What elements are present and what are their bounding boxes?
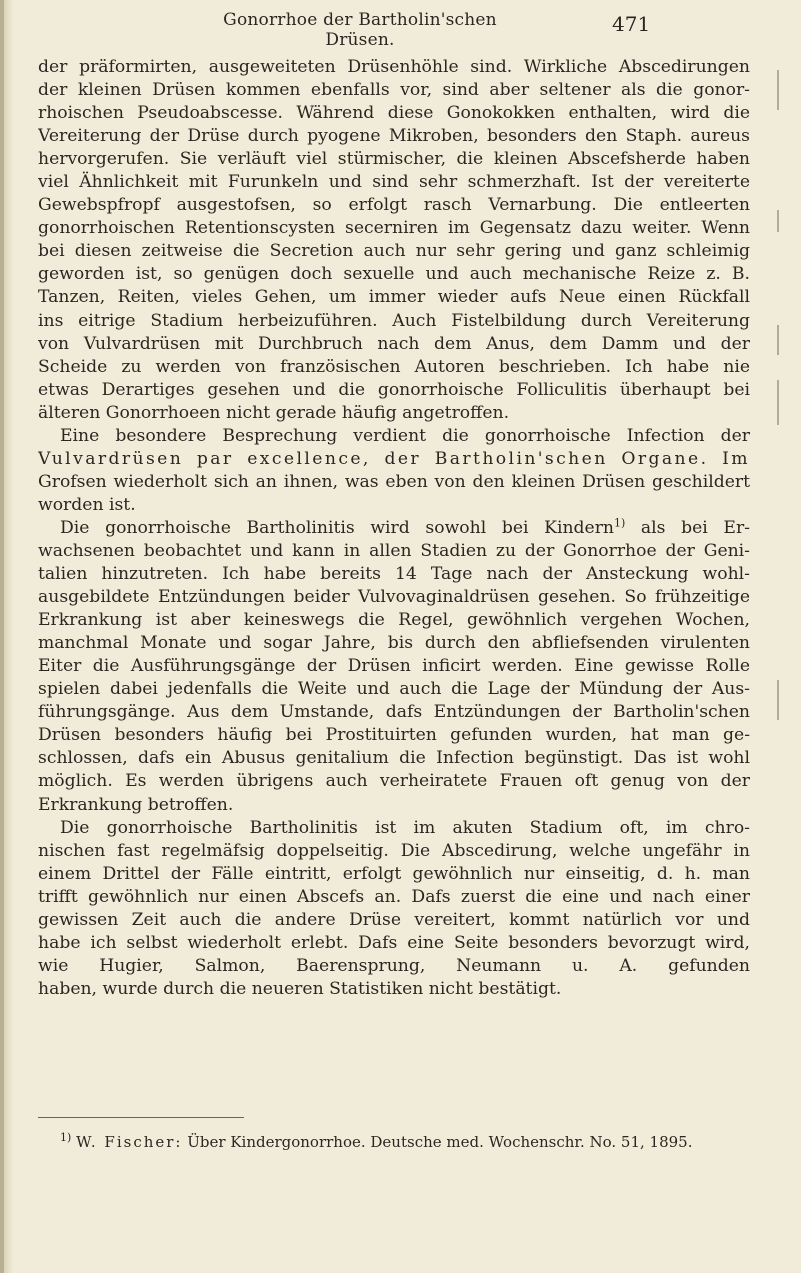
text-line: spielen dabei jedenfalls die Weite und auch die Lage der Mündung der Aus- [38, 679, 750, 700]
text-line: etwas Derartiges gesehen und die gonorrhoische Folliculitis überhaupt bei [38, 379, 750, 400]
text-segment: als bei Er- [625, 517, 750, 538]
text-line: trifft gewöhnlich nur einen Abscefs an. Dafs zuerst die eine und nach einer [38, 886, 750, 907]
text-line: Erkrankung ist aber keineswegs die Regel, gewöhnlich vergehen Wochen, [38, 610, 750, 631]
text-line: Tanzen, Reiten, vieles Gehen, um immer wieder aufs Neue einen Rückfall [38, 287, 750, 308]
text-line: Die gonorrhoische Bartholinitis ist im akuten Stadium oft, im chro- [60, 817, 750, 838]
text-line: älteren Gonorrhoeen nicht gerade häufig angetroffen. [38, 402, 510, 423]
text-line: wie Hugier, Salmon, Baerensprung, Neumann u. A. gefunden [38, 955, 750, 976]
text-line: geworden ist, so genügen doch sexuelle und auch mechanische Reize z. B. [38, 264, 750, 285]
page-edge [0, 0, 4, 1273]
text-line: habe ich selbst wiederholt erlebt. Dafs eine Seite besonders bevorzugt wird, [38, 932, 750, 953]
text-line: worden ist. [38, 494, 136, 515]
text-line: ins eitrige Stadium herbeizuführen. Auch Fistelbildung durch Vereiterung [38, 310, 750, 331]
text-line: Erkrankung betroffen. [38, 794, 234, 815]
text-line: Vereiterung der Drüse durch pyogene Mikroben, besonders den Staph. aureus [38, 126, 750, 147]
text-line: gonorrhoischen Retentionscysten secerniren im Gegensatz dazu weiter. Wenn [38, 218, 750, 239]
text-line: Grofsen wiederholt sich an ihnen, was eben von den kleinen Drüsen geschildert [38, 471, 750, 492]
text-line: Drüsen besonders häufig bei Prostituirten gefunden wurden, hat man ge- [38, 725, 750, 746]
page-number: 471 [612, 12, 651, 36]
text-line: möglich. Es werden übrigens auch verheiratete Frauen oft genug von der [38, 771, 750, 792]
text-line: viel Ähnlichkeit mit Furunkeln und sind sehr schmerzhaft. Ist der vereiterte [38, 172, 750, 193]
footnote-mark: 1) [60, 1131, 72, 1144]
text-line: schlossen, dafs ein Abusus genitalium die Infection begünstigt. Das ist wohl [38, 748, 750, 769]
text-line: nischen fast regelmäfsig doppelseitig. Die Abscedirung, welche ungefähr in [38, 840, 750, 861]
text-line: von Vulvardrüsen mit Durchbruch nach dem Anus, dem Damm und der [38, 333, 750, 354]
text-segment: Die gonorrhoische Bartholinitis wird sowohl bei Kindern [60, 517, 614, 538]
text-line: Scheide zu werden von französischen Autoren beschrieben. Ich habe nie [38, 356, 750, 377]
text-line: talien hinzutreten. Ich habe bereits 14 Tage nach der Ansteckung wohl- [38, 564, 750, 585]
footnote-author: W. Fischer: [76, 1133, 183, 1151]
text-line: bei diesen zeitweise die Secretion auch nur sehr gering und ganz schleimig [38, 241, 750, 262]
text-line: wachsenen beobachtet und kann in allen Stadien zu der Gonorrhoe der Geni- [38, 540, 750, 561]
footnote-text: Über Kindergonorrhoe. Deutsche med. Wochenschr. No. 51, 1895. [187, 1133, 693, 1151]
text-line: der präformirten, ausgeweiteten Drüsenhöhle sind. Wirkliche Abscedirungen [38, 57, 750, 77]
text-line: hervorgerufen. Sie verläuft viel stürmischer, die kleinen Abscefsherde haben [38, 149, 750, 170]
text-line: manchmal Monate und sogar Jahre, bis durch den abfliefsenden virulenten [38, 633, 750, 654]
text-line: Eine besondere Besprechung verdient die gonorrhoische Infection der [60, 425, 750, 446]
text-line: Vulvardrüsen par excellence, der Bartholin'schen Organe. Im [38, 448, 750, 469]
running-head: Gonorrhoe der Bartholin'schen Drüsen. [223, 10, 497, 50]
text-line: haben, wurde durch die neueren Statistiken nicht bestätigt. [38, 978, 562, 999]
text-line: führungsgänge. Aus dem Umstande, dafs Entzündungen der Bartholin'schen [38, 702, 750, 723]
footnote [60, 1131, 750, 1151]
text-line: der kleinen Drüsen kommen ebenfalls vor, sind aber seltener als die gonor- [38, 80, 750, 101]
text-line: ausgebildete Entzündungen beider Vulvovaginaldrüsen gesehen. So frühzeitige [38, 587, 750, 608]
text-line: gewissen Zeit auch die andere Drüse vereitert, kommt natürlich vor und [38, 909, 750, 930]
text-line: Gewebspfropf ausgestofsen, so erfolgt rasch Vernarbung. Die entleerten [38, 195, 750, 216]
text-line: einem Drittel der Fälle eintritt, erfolgt gewöhnlich nur einseitig, d. h. man [38, 863, 750, 884]
page-header [0, 6, 801, 50]
footnote-rule [38, 1117, 244, 1118]
margin-pencil-marks [777, 60, 787, 760]
text-line-with-footnote [38, 517, 750, 540]
footnote-reference: 1) [614, 516, 626, 530]
text-line: Eiter die Ausführungsgänge der Drüsen inficirt werden. Eine gewisse Rolle [38, 656, 750, 677]
body-text [38, 56, 750, 1001]
text-line: rhoischen Pseudoabscesse. Während diese Gonokokken enthalten, wird die [38, 103, 750, 124]
